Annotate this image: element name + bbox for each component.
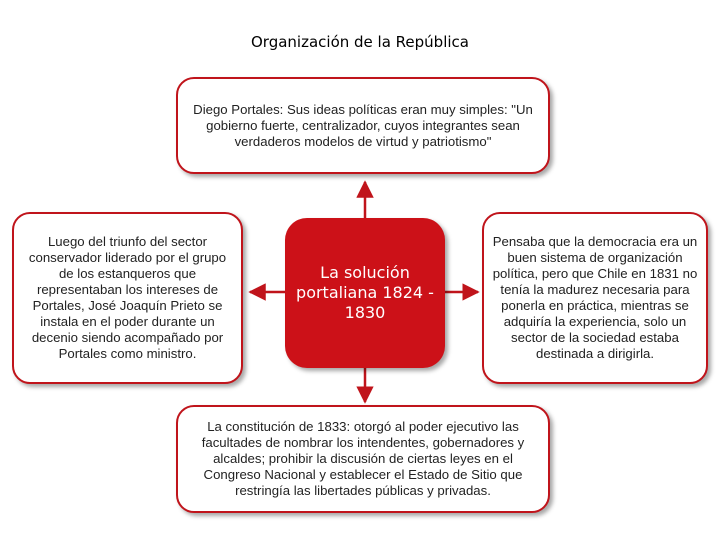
box-solucion-portaliana [285,218,445,368]
diagram-title: Organización de la República [251,33,469,51]
center-line-2: portaliana [296,283,378,302]
box-bottom-text: La constitución de 1833: otorgó al poder ejecutivo las facultades de nombrar los intendentes, gobernadores y alcaldes; prohibir la discusión de ciertas leyes en el Congreso Nacional y establecer el Estado de Sitio que restringía las libertades públicas y privadas. [201,419,525,498]
box-triunfo-conservador [12,212,243,384]
center-line-1: La solución [320,263,410,282]
box-left-text: Luego del triunfo del sector conservador liderado por el grupo de los estanqueros que representaban los intereses de Portales, José Joaquín Prieto se instala en el poder durante un decenio siendo acompañado por Portales como ministro. [28,234,227,361]
box-democracia [482,212,708,384]
box-right-text: Pensaba que la democracia era un buen sistema de organización política, pero que Chile en 1831 no tenía la madurez necesaria para ponerla en práctica, mientras se adquiría la experiencia, solo un sector de la sociedad estaba destinada a dirigirla. [492,234,698,361]
center-line-3: 1824 - 1830 [344,283,434,322]
box-diego-portales [176,77,550,174]
box-constitucion-1833 [176,405,550,513]
box-top-text: Diego Portales: Sus ideas políticas eran muy simples: "Un gobierno fuerte, centralizador, cuyos integrantes sean verdaderos modelos de virtud y patriotismo" [193,101,533,149]
